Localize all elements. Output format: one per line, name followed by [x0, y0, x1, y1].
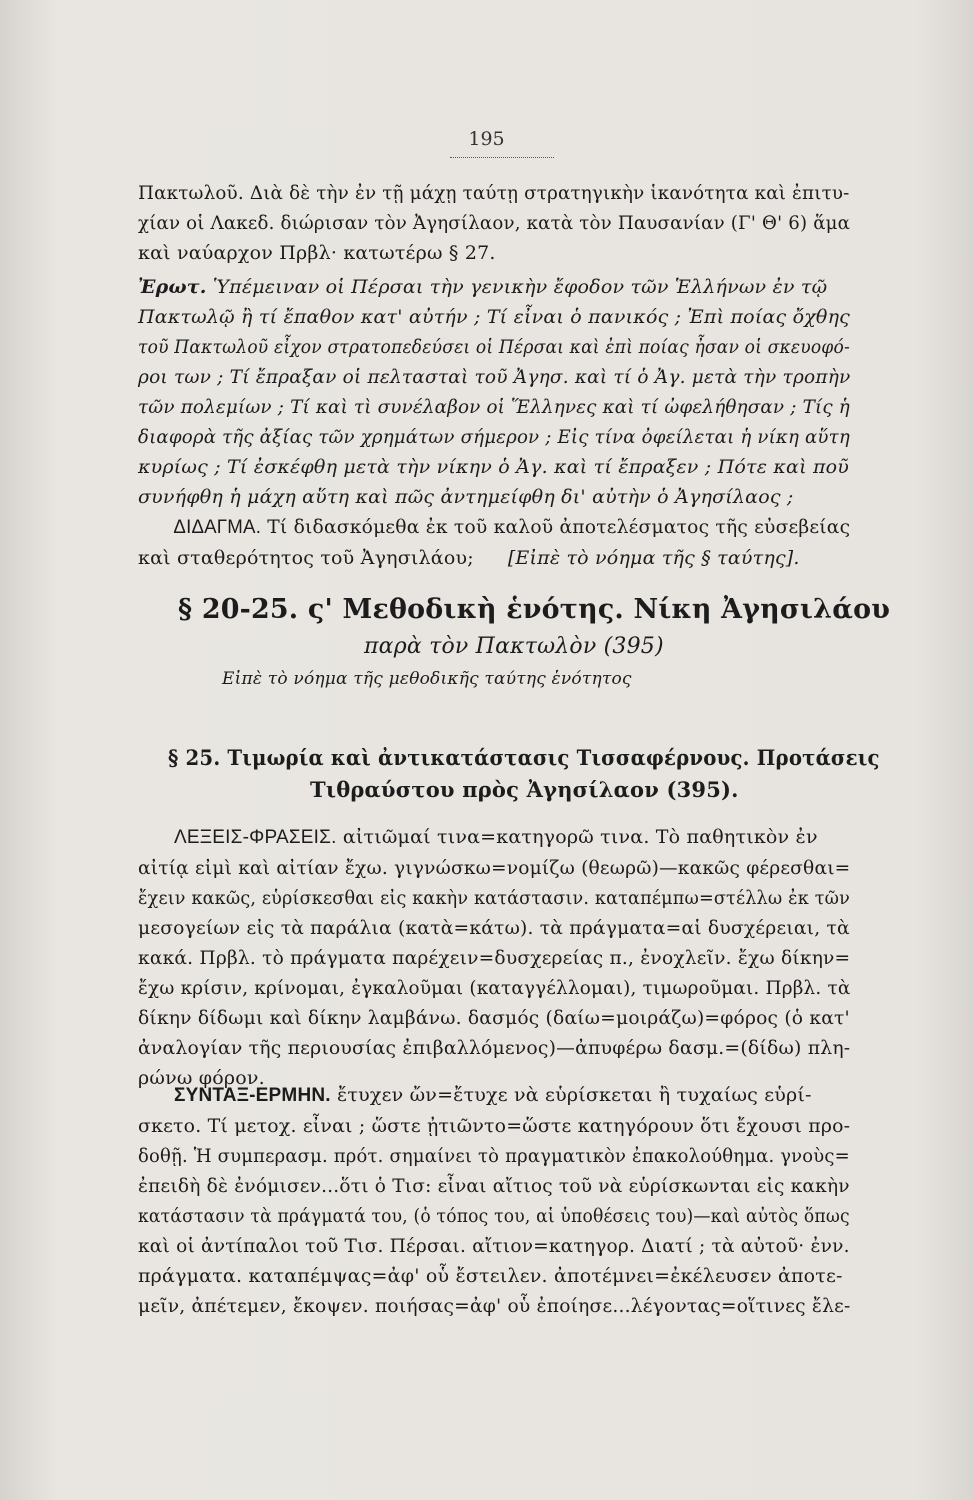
questions-label: Ἐρωτ.: [138, 276, 207, 298]
section-heading: [138, 590, 891, 694]
syntax-label: ΣΥΝΤΑΞ-ΕΡΜΗΝ.: [174, 1085, 331, 1106]
text-line: μεσογείων εἰς τὰ παράλια (κατὰ=κάτω). τὰ πράγματα=αἱ δυσχέρειαι, τὰ: [138, 917, 850, 939]
text-line: αἰτίᾳ εἰμὶ καὶ αἰτίαν ἔχω. γιγνώσκω=νομίζω (θεωρῶ)—κακῶς φέρεσθαι=: [138, 857, 851, 879]
text-line: χίαν οἱ Λακεδ. διώρισαν τὸν Ἀγησίλαον, κατὰ τὸν Παυσανίαν (Γ' Θ' 6) ἅμα: [138, 212, 851, 234]
questions-paragraph: [138, 272, 850, 512]
text-line: ἔχειν κακῶς, εὑρίσκεσθαι εἰς κακὴν κατάστασιν. καταπέμπω=στέλλω ἐκ τῶν: [138, 887, 850, 909]
subsection-heading-line1: § 25. Τιμωρία καὶ ἀντικατάστασις Τισσαφέρνους. Προτάσεις: [168, 745, 880, 770]
text-line: κακά. Πρβλ. τὸ πράγματα παρέχειν=δυσχερείας π., ἐνοχλεῖν. ἔχω δίκην=: [138, 947, 851, 969]
text-line: κυρίως ; Τί ἐσκέφθη μετὰ τὴν νίκην ὁ Ἀγ. καὶ τί ἔπραξεν ; Πότε καὶ ποῦ: [138, 456, 850, 478]
text-line: ἐπειδὴ δὲ ἐνόμισεν...ὅτι ὁ Τισ: εἶναι αἴτιος τοῦ νὰ εὑρίσκωνται εἰς κακὴν: [138, 1175, 850, 1197]
page-number-rule: [450, 157, 554, 158]
text-line: σκετο. Τί μετοχ. εἶναι ; ὥστε ᾐτιῶντο=ὥστε κατηγόρουν ὅτι ἔχουσι προ-: [138, 1115, 851, 1137]
text-line: Ἐρωτ. Ὑπέμειναν οἱ Πέρσαι τὴν γενικὴν ἔφοδον τῶν Ἑλλήνων ἐν τῷ: [138, 276, 828, 298]
lexeis-paragraph: [138, 822, 850, 1093]
didagma-note: [Εἰπὲ τὸ νόημα τῆς § ταύτης].: [507, 547, 800, 569]
text-line: πράγματα. καταπέμψας=ἀφ' οὗ ἔστειλεν. ἀποτέμνει=ἐκέλευσεν ἀποτε-: [138, 1265, 843, 1287]
intro-paragraph: [138, 178, 850, 268]
lexeis-label: ΛΕΞΕΙΣ-ΦΡΑΣΕΙΣ.: [174, 827, 337, 848]
section-subtitle: Εἰπὲ τὸ νόημα τῆς μεθοδικῆς ταύτης ἑνότητος: [222, 669, 632, 689]
didagma-paragraph: [138, 512, 850, 573]
text-line: δίκην δίδωμι καὶ δίκην λαμβάνω. δασμός (δαίω=μοιράζω)=φόρος (ὁ κατ': [138, 1007, 850, 1029]
text-line: μεῖν, ἀπέτεμεν, ἔκοψεν. ποιήσας=ἀφ' οὗ ἐποίησε...λέγοντας=οἵτινες ἔλε-: [138, 1295, 851, 1317]
text-line: δοθῇ. Ἡ συμπερασμ. πρότ. σημαίνει τὸ πραγματικὸν ἐπακολούθημα. γνοὺς=: [138, 1145, 850, 1167]
text-line: τῶν πολεμίων ; Τί καὶ τὶ συνέλαβον οἱ Ἕλληνες καὶ τί ὠφελήθησαν ; Τίς ἡ: [138, 396, 850, 418]
text-line: διαφορὰ τῆς ἀξίας τῶν χρημάτων σήμερον ; Εἰς τίνα ὀφείλεται ἡ νίκη αὕτη: [138, 426, 850, 448]
text-line: Πακτωλοῦ. Διὰ δὲ τὴν ἐν τῇ μάχῃ ταύτῃ στρατηγικὴν ἱκανότητα καὶ ἐπιτυ-: [138, 182, 850, 204]
text-line: καὶ ναύαρχον Πρβλ· κατωτέρω § 27.: [138, 242, 496, 264]
text-line: τοῦ Πακτωλοῦ εἶχον στρατοπεδεύσει οἱ Πέρσαι καὶ ἐπὶ ποίας ἦσαν οἱ σκευοφό-: [138, 336, 850, 358]
syntax-paragraph: [138, 1080, 850, 1321]
subsection-heading-line2: Τιθραύστου πρὸς Ἀγησίλαον (395).: [310, 777, 739, 802]
section-heading-line2: παρὰ τὸν Πακτωλὸν (395): [364, 634, 664, 659]
text-line: ἀναλογίαν τῆς περιουσίας ἐπιβαλλόμενος)—ἀπυφέρω δασμ.=(δίδω) πλη-: [138, 1037, 851, 1059]
text-line: Πακτωλῷ ἢ τί ἔπαθον κατ' αὐτήν ; Τί εἶναι ὁ πανικός ; Ἐπὶ ποίας ὄχθης: [138, 306, 850, 328]
text-line: ΔΙΔΑΓΜΑ. Τί διδασκόμεθα ἐκ τοῦ καλοῦ ἀποτελέσματος τῆς εὐσεβείας: [173, 516, 851, 538]
section-heading-line1: § 20-25. ς' Μεθοδικὴ ἑνότης. Νίκη Ἀγησιλάου: [178, 594, 891, 625]
text-line: συνήφθη ἡ μάχη αὕτη καὶ πῶς ἀντημείφθη δι' αὐτὴν ὁ Ἀγησίλαος ;: [138, 486, 794, 508]
page-number: 195: [468, 128, 505, 150]
text-line: κατάστασιν τὰ πράγματά του, (ὁ τόπος του, αἱ ὑποθέσεις του)—καὶ αὐτὸς ὅπως: [138, 1205, 850, 1227]
text-line: ροι των ; Τί ἔπραξαν οἱ πελτασταὶ τοῦ Ἀγησ. καὶ τί ὁ Ἀγ. μετὰ τὴν τροπὴν: [138, 366, 851, 388]
text-line: ἔχω κρίσιν, κρίνομαι, ἐγκαλοῦμαι (καταγγέλλομαι), τιμωροῦμαι. Πρβλ. τὰ: [138, 977, 851, 999]
subsection-25-heading: [138, 742, 880, 806]
text-line: ρώνω φόρον.: [138, 1067, 265, 1089]
text-line: ΛΕΞΕΙΣ-ΦΡΑΣΕΙΣ. αἰτιῶμαί τινα=κατηγορῶ τινα. Τὸ παθητικὸν ἐν: [174, 826, 818, 848]
text-line: καὶ οἱ ἀντίπαλοι τοῦ Τισ. Πέρσαι. αἴτιον=κατηγορ. Διατί ; τὰ αὐτοῦ· ἐνν.: [138, 1235, 850, 1257]
text-line: ΣΥΝΤΑΞ-ΕΡΜΗΝ. ἔτυχεν ὤν=ἔτυχε νὰ εὑρίσκεται ἢ τυχαίως εὑρί-: [174, 1084, 812, 1106]
text-line: καὶ σταθερότητος τοῦ Ἀγησιλάου; [Εἰπὲ τὸ νόημα τῆς § ταύτης].: [138, 547, 800, 569]
didagma-label: ΔΙΔΑΓΜΑ.: [173, 517, 262, 538]
